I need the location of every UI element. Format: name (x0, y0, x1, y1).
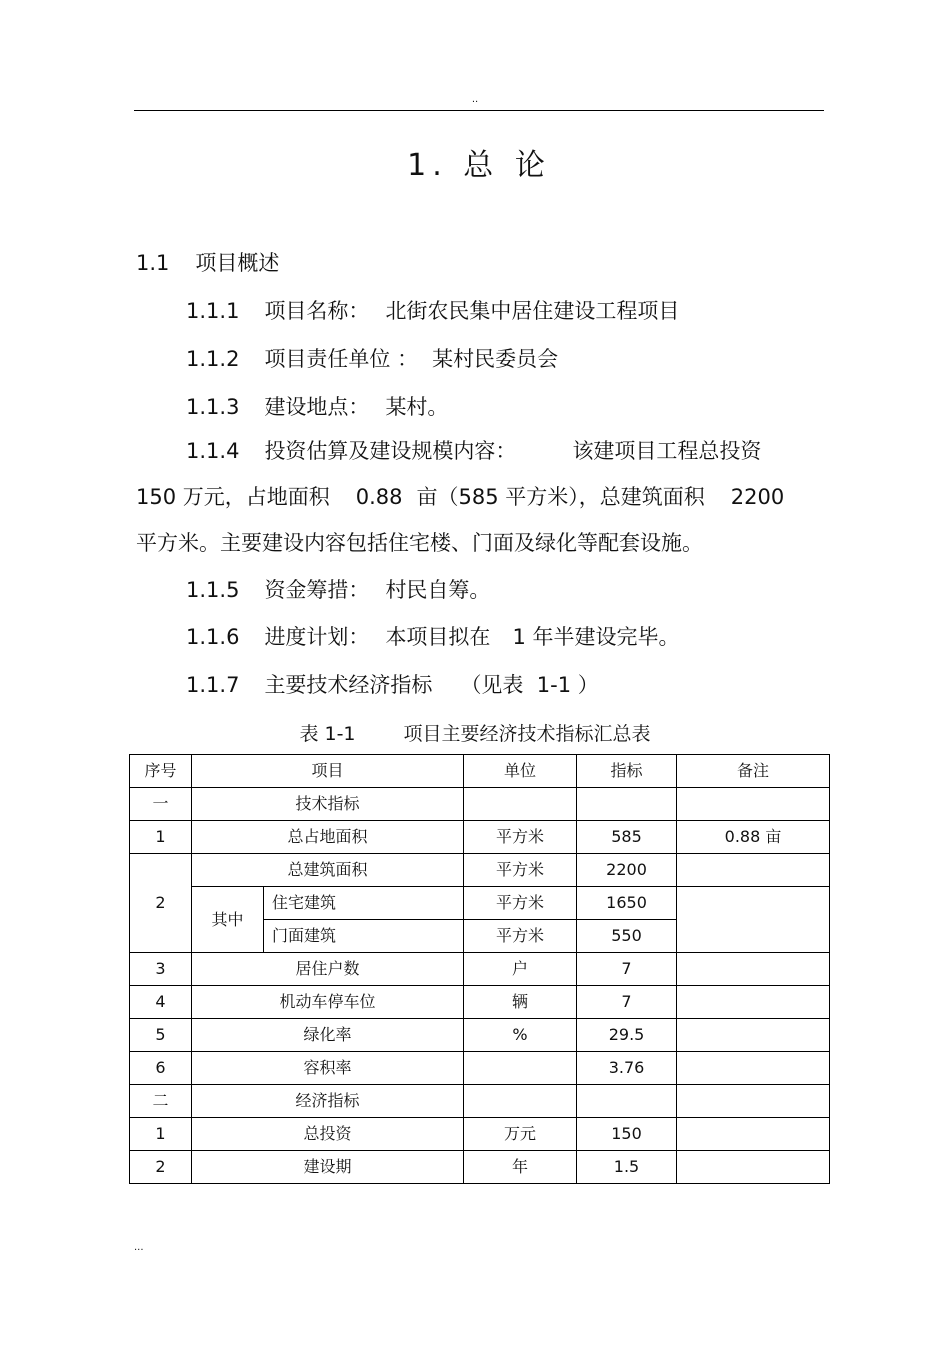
item-1-1-4-continuation-1 (136, 483, 784, 511)
item-value: （见表 1-1 ） (460, 673, 599, 697)
row-unit: 万元 (464, 1118, 577, 1151)
section-heading (136, 249, 279, 277)
row-unit: 辆 (464, 986, 577, 1019)
row-note (677, 986, 830, 1019)
row-value (577, 1085, 677, 1118)
item-number: 1.1.6 (186, 625, 240, 649)
table-number: 表 1-1 (299, 723, 356, 745)
row-seq: 6 (130, 1052, 192, 1085)
header-value: 指标 (577, 755, 677, 788)
item-value: 该建项目工程总投资 (572, 439, 762, 463)
land-area-mu: 0.88 (355, 485, 403, 509)
row-seq: 一 (130, 788, 192, 821)
row-item: 技术指标 (192, 788, 464, 821)
row-unit: 年 (464, 1151, 577, 1184)
item-value: 本项目拟在 (385, 625, 491, 649)
row-value (577, 788, 677, 821)
row-seq: 1 (130, 821, 192, 854)
table-row (130, 788, 830, 821)
row-value: 7 (577, 986, 677, 1019)
item-1-1-4-continuation-2: 平方米。主要建设内容包括住宅楼、门面及绿化等配套设施。 (136, 531, 703, 555)
row-note (677, 1151, 830, 1184)
header-rule (134, 110, 824, 111)
row-unit: % (464, 1019, 577, 1052)
table-row (130, 1118, 830, 1151)
table-row (130, 854, 830, 887)
row-seq: 2 (130, 1151, 192, 1184)
row-unit: 平方米 (464, 920, 577, 953)
table-row (130, 887, 830, 920)
row-unit (464, 1085, 577, 1118)
continuation-text: 亩（585 平方米），总建筑面积 (416, 485, 705, 509)
row-note (677, 1019, 830, 1052)
row-value: 1.5 (577, 1151, 677, 1184)
row-seq: 3 (130, 953, 192, 986)
item-value: 某村。 (385, 395, 449, 419)
table-row (130, 1085, 830, 1118)
table-row (130, 986, 830, 1019)
table-row (130, 1151, 830, 1184)
item-1-1-2 (186, 345, 558, 373)
row-item: 容积率 (192, 1052, 464, 1085)
table-caption (0, 721, 950, 747)
item-1-1-5 (186, 576, 490, 604)
item-value: 北街农民集中居住建设工程项目 (385, 299, 680, 323)
item-value-2: 1 年半建设完毕。 (512, 625, 680, 649)
continuation-text: 150 万元，占地面积 (136, 485, 330, 509)
row-value: 7 (577, 953, 677, 986)
row-unit: 户 (464, 953, 577, 986)
row-value: 3.76 (577, 1052, 677, 1085)
table-header-row (130, 755, 830, 788)
row-item: 总占地面积 (192, 821, 464, 854)
item-label: 项目名称： (264, 299, 370, 323)
row-item: 建设期 (192, 1151, 464, 1184)
item-1-1-1 (186, 297, 679, 325)
row-item: 居住户数 (192, 953, 464, 986)
row-item: 机动车停车位 (192, 986, 464, 1019)
row-unit: 平方米 (464, 821, 577, 854)
table-row (130, 953, 830, 986)
row-seq: 5 (130, 1019, 192, 1052)
item-number: 1.1.7 (186, 673, 240, 697)
row-seq: 4 (130, 986, 192, 1019)
row-note: 0.88 亩 (677, 821, 830, 854)
section-number: 1.1 (136, 251, 170, 275)
row-unit (464, 1052, 577, 1085)
header-seq: 序号 (130, 755, 192, 788)
table-row (130, 821, 830, 854)
summary-table (129, 754, 830, 1184)
item-1-1-7 (186, 671, 599, 699)
row-seq: 2 (130, 854, 192, 953)
table-row (130, 1052, 830, 1085)
row-note (677, 1052, 830, 1085)
row-value: 1650 (577, 887, 677, 920)
row-note (677, 1118, 830, 1151)
row-value: 550 (577, 920, 677, 953)
sub-label: 其中 (192, 887, 264, 953)
row-value: 29.5 (577, 1019, 677, 1052)
row-item: 住宅建筑 (264, 887, 464, 920)
row-item: 门面建筑 (264, 920, 464, 953)
item-number: 1.1.4 (186, 439, 240, 463)
row-value: 150 (577, 1118, 677, 1151)
item-label: 项目责任单位 ： (264, 347, 419, 371)
item-label: 进度计划： (264, 625, 370, 649)
row-value: 585 (577, 821, 677, 854)
table-title: 项目主要经济技术指标汇总表 (403, 723, 651, 745)
footer-mark: ... (134, 1242, 144, 1253)
row-note (677, 887, 830, 953)
item-label: 投资估算及建设规模内容： (264, 439, 517, 463)
building-area: 2200 (730, 485, 785, 509)
item-value: 村民自筹。 (385, 578, 491, 602)
row-seq: 1 (130, 1118, 192, 1151)
row-item: 总投资 (192, 1118, 464, 1151)
header-note: 备注 (677, 755, 830, 788)
item-label: 主要技术经济指标 (264, 673, 433, 697)
row-item: 经济指标 (192, 1085, 464, 1118)
row-note (677, 953, 830, 986)
item-label: 建设地点： (264, 395, 370, 419)
item-number: 1.1.1 (186, 299, 240, 323)
table-row (130, 1019, 830, 1052)
chapter-title: 1. 总 论 (407, 148, 551, 183)
item-number: 1.1.3 (186, 395, 240, 419)
item-number: 1.1.2 (186, 347, 240, 371)
row-value: 2200 (577, 854, 677, 887)
row-seq: 二 (130, 1085, 192, 1118)
row-note (677, 788, 830, 821)
item-number: 1.1.5 (186, 578, 240, 602)
header-item: 项目 (192, 755, 464, 788)
item-value: 某村民委员会 (432, 347, 559, 371)
header-unit: 单位 (464, 755, 577, 788)
row-note (677, 854, 830, 887)
row-item: 总建筑面积 (192, 854, 464, 887)
row-note (677, 1085, 830, 1118)
section-title: 项目概述 (195, 251, 280, 275)
row-unit: 平方米 (464, 854, 577, 887)
header-mark: .. (471, 94, 479, 105)
item-1-1-4 (186, 437, 761, 465)
item-1-1-6 (186, 623, 679, 651)
row-unit: 平方米 (464, 887, 577, 920)
row-unit (464, 788, 577, 821)
row-item: 绿化率 (192, 1019, 464, 1052)
item-label: 资金筹措： (264, 578, 370, 602)
item-1-1-3 (186, 393, 448, 421)
